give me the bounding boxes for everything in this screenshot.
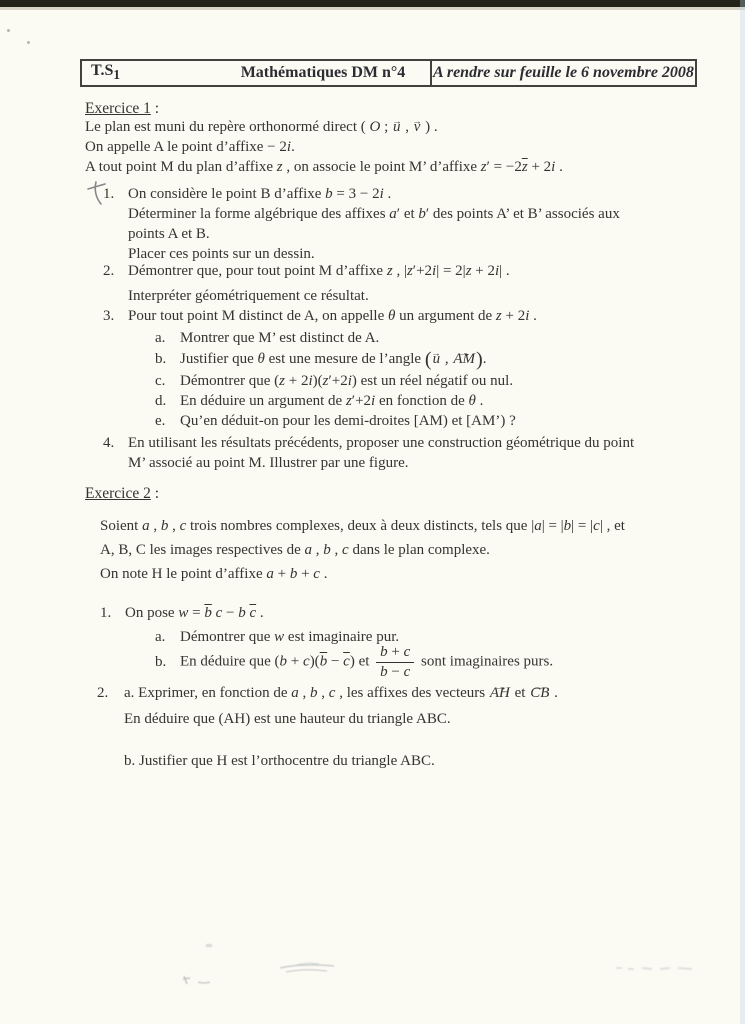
ex2-intro-line2: A, B, C les images respectives de a , b , c dans le plan complexe. <box>100 542 490 558</box>
ex1-item-2-number: 2. <box>103 263 115 279</box>
exercise1-intro <box>85 117 563 177</box>
ex1-item-3-line1: Pour tout point M distinct de A, on appelle θ un argument de z + 2i . <box>128 308 537 324</box>
ex1-intro-line1: Le plan est muni du repère orthonormé direct ( O ; → u , → v ) . <box>85 117 563 137</box>
ex2-item-1a-letter: a. <box>155 629 166 645</box>
ex1-item-1-line1: On considère le point B d’affixe b = 3 − 2i . <box>128 186 392 202</box>
ex1-item-3a <box>155 328 379 348</box>
exercise2-title: Exercice 2 : <box>85 485 160 502</box>
ex2-item-2 <box>97 683 558 771</box>
scan-speck <box>7 29 10 32</box>
scan-right-edge-tint <box>740 0 745 1024</box>
ex2-item-1-number: 1. <box>100 605 112 621</box>
ex2-item-2-gap <box>124 735 558 751</box>
ex1-item-3e-letter: e. <box>155 413 166 429</box>
ex1-item-3e-text: Qu’en déduit-on pour les demi-droites [AM) et [AM’) ? <box>180 413 516 429</box>
ex1-item-1-line4: Placer ces points sur un dessin. <box>128 246 315 262</box>
ex2-item-1a-text: Démontrer que w est imaginaire pur. <box>180 629 400 645</box>
ex1-item-4-line2: M’ associé au point M. Illustrer par une figure. <box>128 455 409 471</box>
ex1-item-4-number: 4. <box>103 435 115 451</box>
ex2-item-2b-text: b. Justifier que H est l’orthocentre du triangle ABC. <box>124 753 435 769</box>
ex1-item-3d <box>155 391 483 411</box>
ex2-item-1b-letter: b. <box>155 654 167 670</box>
scan-speck <box>27 41 30 44</box>
ex1-item-2-line2: Interpréter géométriquement ce résultat. <box>128 288 369 304</box>
ex1-item-4 <box>103 433 634 473</box>
ex1-item-3e <box>155 411 516 431</box>
ex1-item-3c-letter: c. <box>155 373 166 389</box>
ex2-item-1-main: On pose $w = \overline{b}$ c − b $\overline{c}$ . <box>125 605 264 621</box>
header-box <box>80 59 697 87</box>
ex1-item-2 <box>103 261 510 306</box>
ex1-item-3b-letter: b. <box>155 351 167 367</box>
ex1-item-3b <box>155 349 486 370</box>
exercise1-title: Exercice 1 : <box>85 100 160 117</box>
scan-smudge <box>612 960 712 976</box>
ex1-item-3a-letter: a. <box>155 330 166 346</box>
ex1-item-1-number: 1. <box>103 186 115 202</box>
ex1-item-3c-text: Démontrer que (z + 2i)(z′+2i) est un réel négatif ou nul. <box>180 373 514 389</box>
ex2-intro-line1: Soient a , b , c trois nombres complexes, deux à deux distincts, tels que |a| = |b| = |c| , et <box>100 518 625 534</box>
ex1-item-3a-text: Montrer que M’ est distinct de A. <box>180 330 380 346</box>
ex2-item-1b-text: En déduire que $(b + c)(\overline{b} - \overline{c})$ et $\frac{b + c}{b - c}$ sont imaginaires purs. <box>180 644 554 680</box>
scan-top-shadow-line <box>0 7 745 10</box>
header-due-date: A rendre sur feuille le 6 novembre 2008 <box>433 64 694 81</box>
header-title: Mathématiques DM n°4 <box>240 64 406 81</box>
ex2-item-2-number: 2. <box>97 685 109 701</box>
scan-top-edge <box>0 0 745 7</box>
ex1-item-3b-text: Justifier que θ est une mesure de l’angle (→ u , → AM). <box>180 349 486 370</box>
ex1-item-2-line1: Démontrer que, pour tout point M d’affixe z , |z′+2i| = 2|z + 2i| . <box>128 263 510 279</box>
ex1-item-3d-text: En déduire un argument de z′+2i en fonction de θ . <box>180 393 484 409</box>
ex1-item-1-line3: points A et B. <box>128 226 210 242</box>
ex1-intro-line3: A tout point M du plan d’affixe z , on associe le point M’ d’affixe $z' = -2\overline{z} + 2i$ . <box>85 159 563 175</box>
header-class-label: $T.S_1$ <box>91 61 121 83</box>
ex1-item-1 <box>103 184 620 264</box>
ex2-item-2a2-text: En déduire que (AH) est une hauteur du triangle ABC. <box>124 711 451 727</box>
ex1-item-1-line2: Déterminer la forme algébrique des affixes a′ et b′ des points A’ et B’ associés aux <box>128 206 620 222</box>
ex1-item-3-number: 3. <box>103 308 115 324</box>
exercise2-intro <box>100 514 625 586</box>
ex2-item-1 <box>100 603 264 623</box>
ex1-item-3 <box>103 306 537 326</box>
ex1-item-3c <box>155 371 513 391</box>
ex1-intro-line2: On appelle A le point d’affixe − 2i. <box>85 139 295 155</box>
scan-smudge <box>206 944 212 947</box>
ex2-intro-line3: On note H le point d’affixe a + b + c . <box>100 566 328 582</box>
ex1-item-4-line1: En utilisant les résultats précédents, proposer une construction géométrique du point <box>128 435 635 451</box>
scan-smudge <box>272 960 342 978</box>
scan-smudge <box>180 972 216 988</box>
ex1-item-3d-letter: d. <box>155 393 167 409</box>
ex2-item-2a-text: a. Exprimer, en fonction de a , b , c , les affixes des vecteurs → AH et → CB . <box>124 683 558 709</box>
